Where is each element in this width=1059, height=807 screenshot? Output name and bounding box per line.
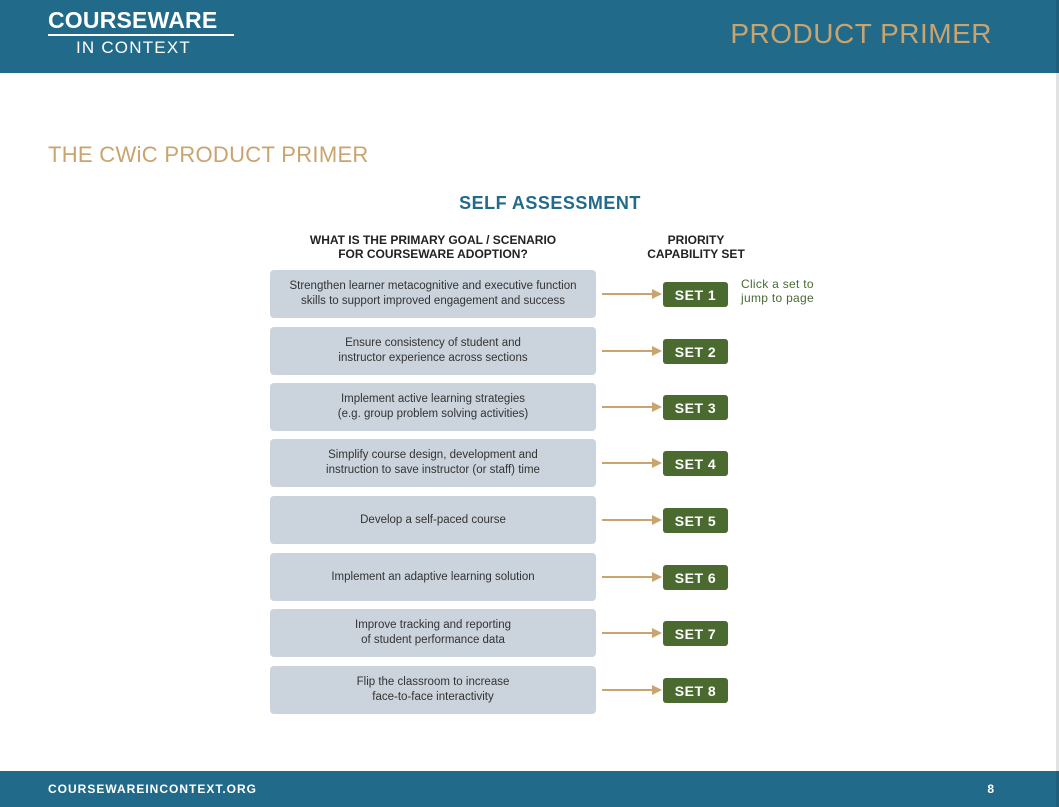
header-title: PRODUCT PRIMER <box>730 18 992 49</box>
arrow-right-icon <box>602 344 662 358</box>
goal-box: Improve tracking and reporting of student performance data <box>270 609 596 657</box>
arrow-right-icon <box>602 400 662 414</box>
goal-box: Flip the classroom to increase face-to-face interactivity <box>270 666 596 714</box>
logo-text-bottom: IN CONTEXT <box>76 38 191 57</box>
arrow-right-icon <box>602 626 662 640</box>
assessment-row <box>270 270 830 318</box>
assessment-row <box>270 327 830 375</box>
goal-box: Implement active learning strategies (e.g. group problem solving activities) <box>270 383 596 431</box>
set-2-button[interactable]: SET 2 <box>663 339 728 364</box>
goal-column-header: WHAT IS THE PRIMARY GOAL / SCENARIO FOR COURSEWARE ADOPTION? <box>309 233 557 261</box>
assessment-row <box>270 383 830 431</box>
page-header <box>0 0 1059 73</box>
logo-text-top: COURSEWARE <box>48 7 218 33</box>
set-8-button[interactable]: SET 8 <box>663 678 728 703</box>
set-column-header: PRIORITY CAPABILITY SET <box>647 233 745 261</box>
goal-box: Implement an adaptive learning solution <box>270 553 596 601</box>
logo-divider <box>48 34 234 36</box>
page-heading: THE CWiC PRODUCT PRIMER <box>48 142 369 167</box>
arrow-right-icon <box>602 683 662 697</box>
self-assessment-title: SELF ASSESSMENT <box>459 193 641 213</box>
assessment-row <box>270 609 830 657</box>
assessment-row <box>270 439 830 487</box>
set-1-button[interactable]: SET 1 <box>663 282 728 307</box>
goal-box: Ensure consistency of student and instructor experience across sections <box>270 327 596 375</box>
goal-box: Develop a self-paced course <box>270 496 596 544</box>
assessment-row <box>270 496 830 544</box>
footer-url-link[interactable]: COURSEWAREINCONTEXT.ORG <box>48 782 258 796</box>
set-6-button[interactable]: SET 6 <box>663 565 728 590</box>
page-footer <box>0 771 1059 807</box>
set-5-button[interactable]: SET 5 <box>663 508 728 533</box>
courseware-in-context-logo[interactable] <box>48 8 236 58</box>
arrow-right-icon <box>602 287 662 301</box>
set-3-button[interactable]: SET 3 <box>663 395 728 420</box>
arrow-right-icon <box>602 456 662 470</box>
goal-box: Simplify course design, development and instruction to save instructor (or staff) time <box>270 439 596 487</box>
assessment-row <box>270 553 830 601</box>
assessment-row <box>270 666 830 714</box>
goal-box: Strengthen learner metacognitive and executive function skills to support improved engagement and success <box>270 270 596 318</box>
arrow-right-icon <box>602 513 662 527</box>
set-7-button[interactable]: SET 7 <box>663 621 728 646</box>
page-number: 8 <box>987 782 994 796</box>
set-4-button[interactable]: SET 4 <box>663 451 728 476</box>
arrow-right-icon <box>602 570 662 584</box>
jump-hint: Click a set to jump to page <box>741 277 814 305</box>
